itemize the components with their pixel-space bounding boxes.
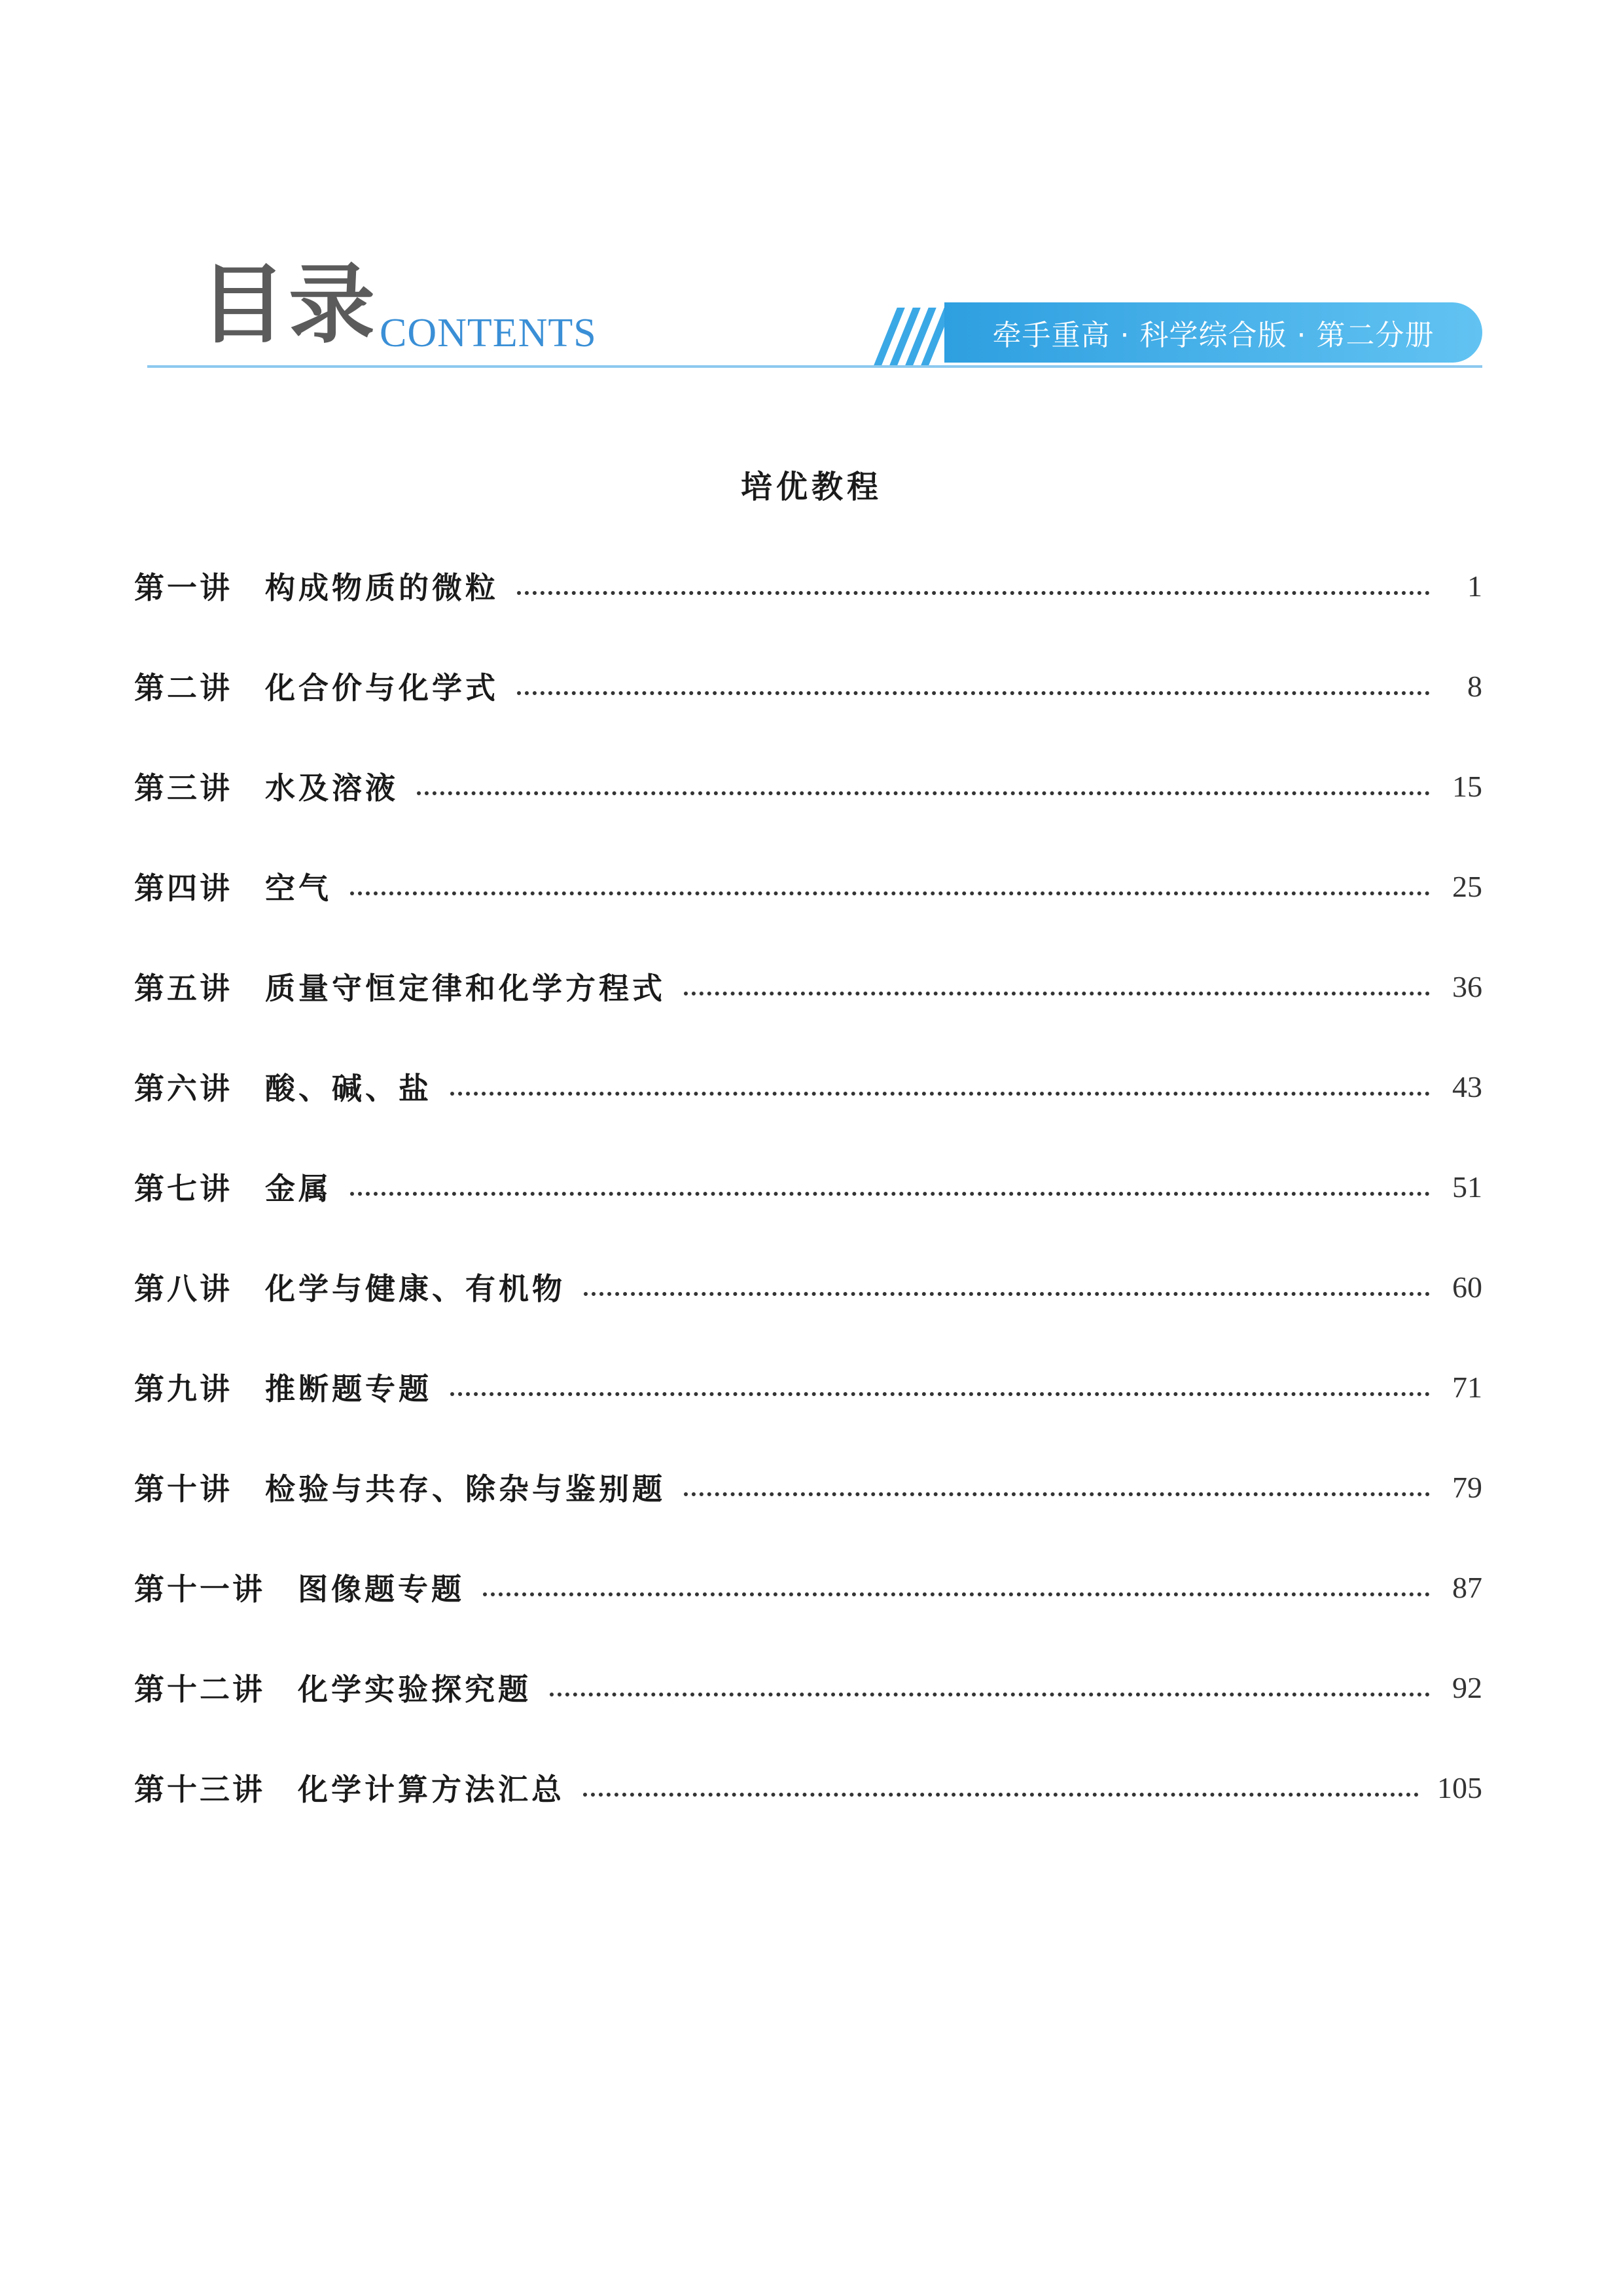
toc-entry[interactable]: [134, 1264, 1482, 1310]
toc-lecture: 第十三讲: [134, 1772, 265, 1807]
toc-topic: 推断题专题: [265, 1371, 432, 1407]
toc-topic: 水及溶液: [265, 770, 399, 806]
series-label: 牵手重高 · 科学综合版 · 第二分册: [992, 319, 1435, 352]
toc-lecture: 第十讲: [134, 1471, 232, 1507]
toc-lecture: 第一讲: [134, 570, 232, 605]
contents-title-zh: 目录: [200, 255, 378, 355]
toc-topic: 图像题专题: [298, 1571, 465, 1607]
toc-page-number: 71: [1452, 1370, 1482, 1404]
toc-lecture: 第六讲: [134, 1071, 232, 1106]
dot-leader: [483, 1592, 1430, 1596]
toc-entry[interactable]: [134, 763, 1482, 809]
dot-leader: [450, 1092, 1430, 1096]
toc-page-number: 79: [1452, 1470, 1482, 1504]
toc-lecture: 第七讲: [134, 1171, 232, 1206]
toc-entry[interactable]: [134, 1164, 1482, 1210]
toc-topic: 金属: [265, 1171, 332, 1206]
stripe-decoration-icon: [879, 308, 944, 365]
toc-page-number: 43: [1452, 1069, 1482, 1103]
toc-page-number: 1: [1467, 569, 1482, 603]
toc-entry[interactable]: [134, 1464, 1482, 1510]
toc-entry[interactable]: [134, 1564, 1482, 1610]
dot-leader: [550, 1693, 1430, 1696]
dot-leader: [684, 992, 1430, 996]
dot-leader: [417, 791, 1430, 795]
toc-lecture: 第二讲: [134, 670, 232, 706]
series-banner: [944, 302, 1482, 363]
dot-leader: [350, 1192, 1430, 1196]
toc-topic: 构成物质的微粒: [265, 570, 499, 605]
toc-page-number: 15: [1452, 769, 1482, 803]
toc-topic: 质量守恒定律和化学方程式: [265, 971, 666, 1006]
dot-leader: [583, 1793, 1419, 1797]
toc-entry[interactable]: [134, 1064, 1482, 1109]
toc-page-number: 105: [1437, 1770, 1482, 1804]
toc-entry[interactable]: [134, 563, 1482, 609]
toc-lecture: 第八讲: [134, 1271, 232, 1306]
toc-lecture: 第十二讲: [134, 1672, 265, 1707]
toc-page-number: 25: [1452, 869, 1482, 903]
toc-topic: 化学计算方法汇总: [298, 1772, 565, 1807]
toc-topic: 化学与健康、有机物: [265, 1271, 565, 1306]
dot-leader: [350, 891, 1430, 895]
toc-lecture: 第三讲: [134, 770, 232, 806]
toc-entry[interactable]: [134, 663, 1482, 709]
toc-lecture: 第九讲: [134, 1371, 232, 1407]
toc-lecture: 第十一讲: [134, 1571, 265, 1607]
dot-leader: [517, 691, 1430, 695]
toc-page-number: 51: [1452, 1170, 1482, 1204]
toc-entry[interactable]: [134, 963, 1482, 1009]
dot-leader: [684, 1492, 1430, 1496]
toc-page-number: 87: [1452, 1570, 1482, 1604]
toc-entry[interactable]: [134, 1765, 1482, 1810]
toc-lecture: 第五讲: [134, 971, 232, 1006]
toc-topic: 空气: [265, 870, 332, 906]
toc-topic: 化合价与化学式: [265, 670, 499, 706]
contents-title-en: CONTENTS: [380, 311, 597, 355]
toc-entry[interactable]: [134, 1664, 1482, 1710]
toc-page-number: 92: [1452, 1670, 1482, 1704]
toc-topic: 检验与共存、除杂与鉴别题: [265, 1471, 666, 1507]
dot-leader: [584, 1292, 1430, 1296]
toc-topic: 酸、碱、盐: [265, 1071, 432, 1106]
toc-page-number: 60: [1452, 1270, 1482, 1304]
toc-entry[interactable]: [134, 1364, 1482, 1410]
page-header: [147, 242, 1482, 373]
toc-entry[interactable]: [134, 863, 1482, 909]
toc-topic: 化学实验探究题: [298, 1672, 531, 1707]
dot-leader: [517, 591, 1430, 595]
toc-page-number: 36: [1452, 969, 1482, 1003]
dot-leader: [450, 1392, 1430, 1396]
toc-lecture: 第四讲: [134, 870, 232, 906]
toc-page-number: 8: [1467, 669, 1482, 703]
section-title: 培优教程: [740, 469, 882, 505]
header-rule: [147, 365, 1482, 368]
